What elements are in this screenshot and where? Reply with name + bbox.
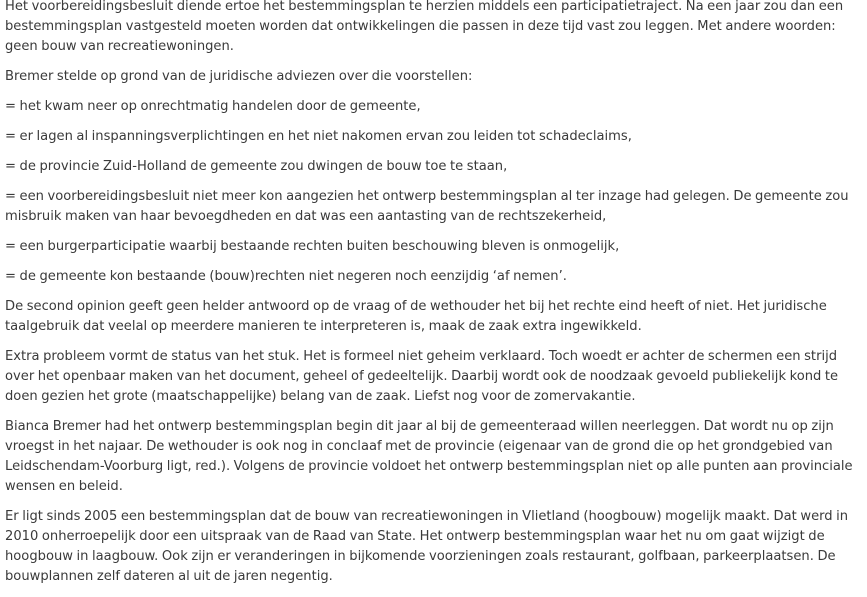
list-item-province-forcing: = de provincie Zuid-Holland de gemeente zou dwingen de bouw toe te staan, xyxy=(5,159,508,174)
article-body xyxy=(5,0,867,597)
paragraph-intro: Het voorbereidingsbesluit diende ertoe het bestemmingsplan te herzien middels een participatietraject. Na een jaar zou dan een bestemmingsplan vastgesteld moeten worden dat ontwikkelingen die passen in deze tijd vast zou leggen. Met andere woorden: geen bouw van recreatiewoningen. xyxy=(5,0,844,54)
list-item-damage-claims: = er lagen al inspanningsverplichtingen en het niet nakomen ervan zou leiden tot schadeclaims, xyxy=(5,129,632,144)
paragraph-zoning-history: Er ligt sinds 2005 een bestemmingsplan dat de bouw van recreatiewoningen in Vlietland (hoogbouw) mogelijk maakt. Dat werd in 2010 onherroepelijk door een uitspraak van de Raad van State. Het ontwerp bestemmingsplan waar het nu om gaat wijzigt de hoogbouw in laagbouw. Ook zijn er veranderingen in bijkomende voorzieningen zoals restaurant, golfbaan, parkeerplaatsen. De bouwplannen zelf dateren al uit de jaren negentig. xyxy=(5,509,849,584)
paragraph-bremer-advice: Bremer stelde op grond van de juridische adviezen over die voorstellen: xyxy=(5,69,473,84)
list-item-unlawful-acting: = het kwam neer op onrechtmatig handelen door de gemeente, xyxy=(5,99,421,114)
list-item-preparation-decision: = een voorbereidingsbesluit niet meer kon aangezien het ontwerp bestemmingsplan al ter inzage had gelegen. De gemeente zou misbruik maken van haar bevoegdheden en dat was een aantasting van de rechtszekerheid, xyxy=(5,189,849,224)
list-item-building-rights: = de gemeente kon bestaande (bouw)rechten niet negeren noch eenzijdig ‘af nemen’. xyxy=(5,269,567,284)
paragraph-document-status: Extra probleem vormt de status van het stuk. Het is formeel niet geheim verklaard. Toch woedt er achter de schermen een strijd over het openbaar maken van het document, geheel of gedeeltelijk. Daarbij wordt ook de noodzaak gevoeld publiekelijk kond te doen gezien het grote (maatschappelijke) belang van de zaak. Liefst nog voor de zomervakantie. xyxy=(5,349,839,404)
paragraph-second-opinion: De second opinion geeft geen helder antwoord op de vraag of de wethouder het bij het rechte eind heeft of niet. Het juridische taalgebruik dat veelal op meerdere manieren te interpreteren is, maak de zaak extra ingewikkeld. xyxy=(5,299,827,334)
list-item-citizen-participation: = een burgerparticipatie waarbij bestaande rechten buiten beschouwing bleven is onmogelijk, xyxy=(5,239,620,254)
paragraph-council-timing: Bianca Bremer had het ontwerp bestemmingsplan begin dit jaar al bij de gemeenteraad willen neerleggen. Dat wordt nu op zijn vroegst in het najaar. De wethouder is ook nog in conclaaf met de provincie (eigenaar van de grond die op het grondgebied van Leidschendam-Voorburg ligt, red.). Volgens de provincie voldoet het ontwerp bestemmingsplan niet op alle punten aan provinciale wensen en beleid. xyxy=(5,419,853,494)
